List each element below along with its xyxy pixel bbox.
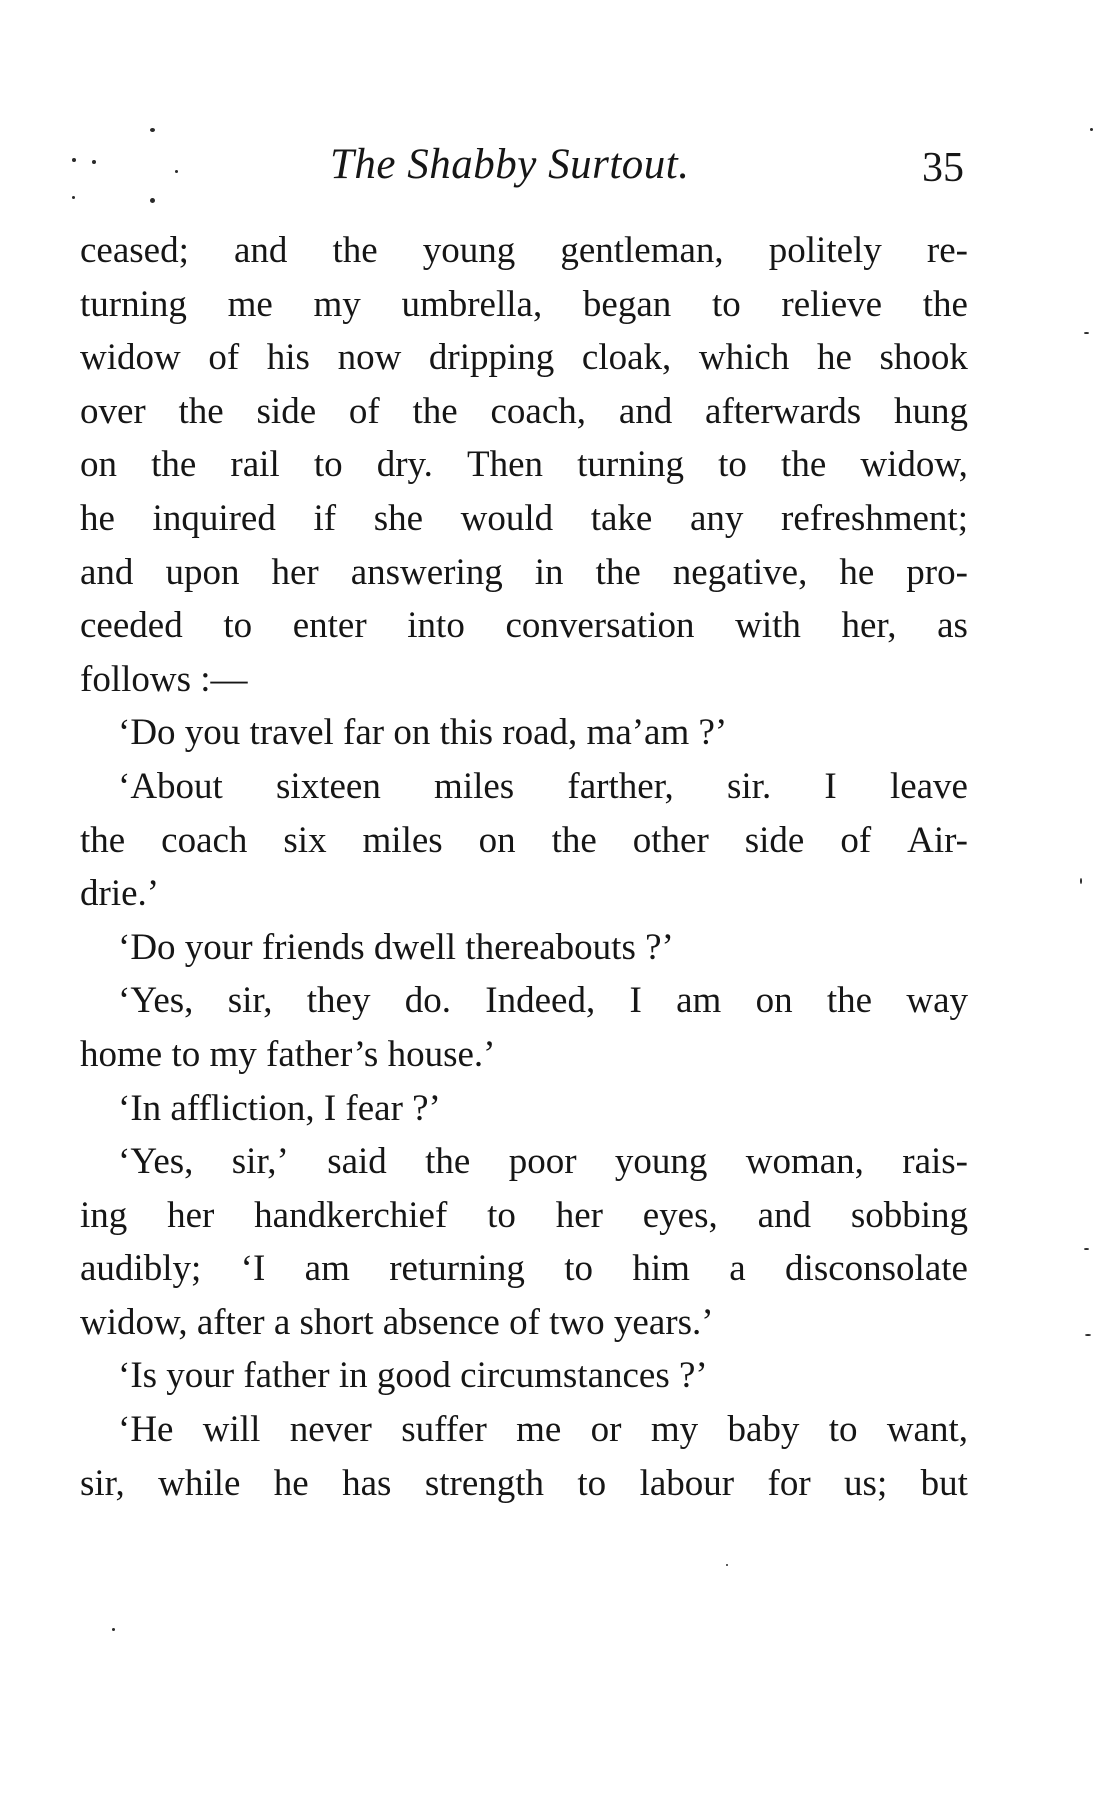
text-line: ‘Is your father in good circumstances ?’ (118, 1355, 708, 1397)
text-line: ceeded to enter into conversation with her, as (80, 605, 968, 647)
text-line: on the rail to dry. Then turning to the widow, (80, 444, 968, 486)
text-line: audibly; ‘I am returning to him a disconsolate (80, 1248, 968, 1290)
text-line: and upon her answering in the negative, he pro- (80, 551, 968, 593)
text-line: ‘Yes, sir, they do. Indeed, I am on the way (118, 980, 968, 1022)
text-line: over the side of the coach, and afterwards hung (80, 390, 968, 432)
text-line: ‘Yes, sir,’ said the poor young woman, rais- (118, 1141, 968, 1183)
body-text (80, 224, 968, 1510)
text-line: ‘Do you travel far on this road, ma’am ?’ (118, 712, 728, 754)
text-line: widow of his now dripping cloak, which he shook (80, 337, 968, 379)
text-line: ing her handkerchief to her eyes, and sobbing (80, 1194, 968, 1236)
text-line: drie.’ (80, 873, 160, 915)
text-line: follows :— (80, 658, 248, 700)
text-line: ‘About sixteen miles farther, sir. I leave (118, 765, 968, 807)
running-head (0, 140, 1106, 200)
text-line: turning me my umbrella, began to relieve the (80, 283, 968, 325)
text-line: the coach six miles on the other side of Air- (80, 819, 968, 861)
text-line: ceased; and the young gentleman, politely re- (80, 230, 968, 271)
text-line: he inquired if she would take any refreshment; (80, 497, 968, 539)
text-line: widow, after a short absence of two years.’ (80, 1301, 714, 1343)
text-line: sir, while he has strength to labour for us; but (80, 1462, 968, 1504)
text-line: ‘He will never suffer me or my baby to want, (118, 1409, 968, 1451)
running-title: The Shabby Surtout. (330, 141, 690, 188)
text-line: ‘Do your friends dwell thereabouts ?’ (118, 926, 674, 968)
page-number: 35 (922, 145, 964, 191)
text-line: ‘In affliction, I fear ?’ (118, 1087, 441, 1129)
text-line: home to my father’s house.’ (80, 1033, 496, 1075)
